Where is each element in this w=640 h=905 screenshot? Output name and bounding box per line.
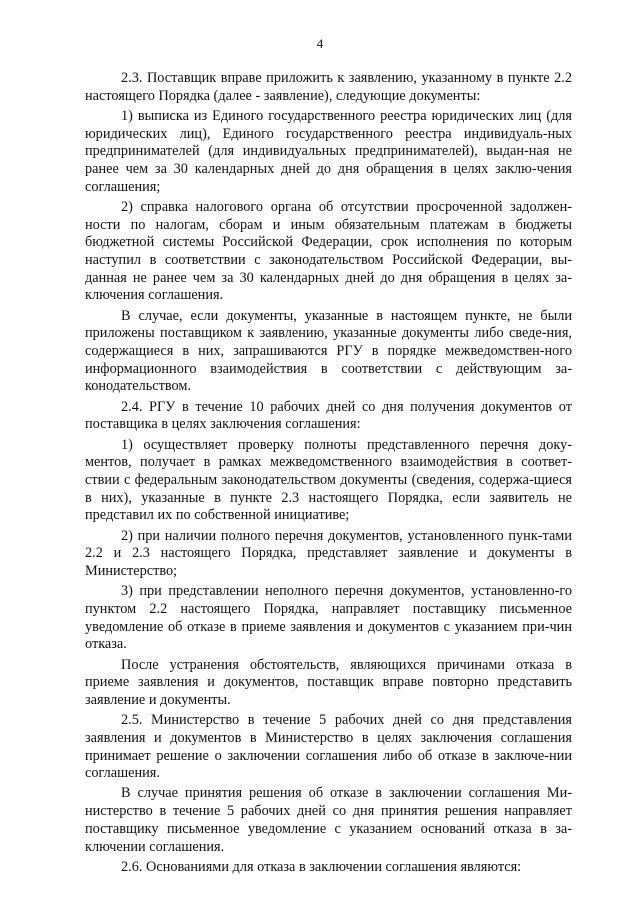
paragraph-2-4-item-1: 1) осуществляет проверку полноты представленного перечня доку-ментов, получает в рамках межведомственного взаимодействия в соответ-ствии с федеральным законодательством документы (сведения, содержа-щиеся в них), указанные в пункте 2.3 настоящего Порядка, если заявитель не представил их по собственной инициативе; (85, 436, 572, 524)
paragraph-2-5-note: В случае принятия решения об отказе в заключении соглашения Ми-нистерство в течение 5 рабочих дней со дня принятия решения направляет поставщику письменное уведомление с указанием оснований отказа в за-ключении соглашения. (85, 785, 572, 855)
paragraph-2-6-intro: 2.6. Основаниями для отказа в заключении соглашения являются: (121, 858, 522, 875)
paragraph-2-3-intro: 2.3. Поставщик вправе приложить к заявлению, указанному в пункте 2.2 настоящего Порядка (далее - заявление), следующие документы: (85, 70, 572, 104)
paragraph-2-5: 2.5. Министерство в течение 5 рабочих дней со дня представления заявления и документов в Министерство в целях заключения соглашения принимает решение о заключении соглашения либо об отказе в заключе-нии соглашения. (85, 712, 572, 782)
page-number: 4 (316, 36, 324, 51)
paragraph-2-3-note: В случае, если документы, указанные в настоящем пункте, не были приложены поставщиком к заявлению, указанные документы либо сведе-ния, содержащиеся в них, запрашиваются РГУ в порядке межведомствен-ного информационного взаимодействия в соответствии с действующим за-конодательством. (85, 307, 572, 395)
paragraph-2-4-note: После устранения обстоятельств, являющихся причинами отказа в приеме заявления и документов, поставщик вправе повторно представить заявление и документы. (85, 656, 572, 708)
paragraph-2-3-item-1: 1) выписка из Единого государственного реестра юридических лиц (для юридических лиц), Единого государственного реестра индивидуаль-ных предпринимателей (для индивидуальных предпринимателей), выдан-ная не ранее чем за 30 календарных дней до дня обращения в целях заклю-чения соглашения; (85, 107, 572, 195)
paragraph-2-4-intro: 2.4. РГУ в течение 10 рабочих дней со дня получения документов от поставщика в целях заключения соглашения: (85, 398, 572, 433)
paragraph-2-3-item-2: 2) справка налогового органа об отсутствии просроченной задолжен-ности по налогам, сборам и иным обязательным платежам в бюджеты бюджетной системы Российской Федерации, срок исполнения по которым наступил в соответствии с законодательством Российской Федерации, вы-данная не ранее чем за 30 календарных дней до дня обращения в целях за-ключения соглашения. (85, 198, 572, 304)
document-body (85, 70, 572, 876)
paragraph-2-4-item-3: 3) при представлении неполного перечня документов, установленно-го пунктом 2.2 настоящего Порядка, направляет поставщику письменное уведомление об отказе в приеме заявления и документов с указанием при-чин отказа. (85, 583, 572, 653)
paragraph-2-4-item-2: 2) при наличии полного перечня документов, установленного пунк-тами 2.2 и 2.3 настоящего Порядка, представляет заявление и документы в Министерство; (85, 527, 572, 579)
